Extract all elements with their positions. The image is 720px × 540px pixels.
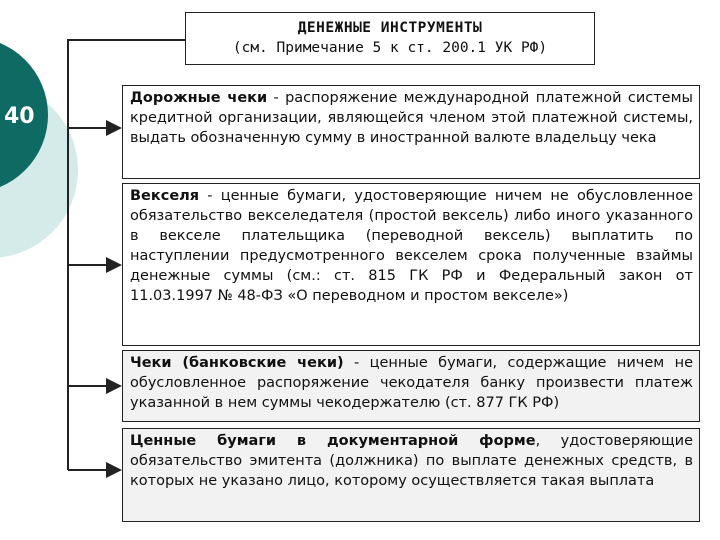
item-term: Чеки (банковские чеки) [130, 355, 344, 371]
item-term: Дорожные чеки [130, 90, 268, 106]
item-definition: , удостоверяющие обязательство эмитента (должника) по выплате денежных средств, в которых не указано лицо, которому осуществляется такая выплата [130, 433, 693, 489]
item-box-documentary-securities [122, 428, 700, 522]
item-box-bills-of-exchange [122, 183, 700, 346]
slide-number: 40 [4, 104, 35, 129]
item-definition: - ценные бумаги, удостоверяющие ничем не обусловленное обязательство векселедателя (простой вексель) либо иного указанного в векселе плательщика (переводной вексель) выплатить по наступлении предусмотренного векселем срока полученные взаймы денежные суммы (см.: ст. 815 ГК РФ и Федеральный закон от 11.03.1997 № 48-ФЗ «О переводном и простом векселе») [130, 188, 693, 304]
item-box-bank-checks [122, 350, 700, 422]
item-box-travelers-checks [122, 85, 700, 179]
item-definition: - ценные бумаги, содержащие ничем не обусловленное распоряжение чекодателя банку произвести платеж указанной в нем суммы чекодержателю (ст. 877 ГК РФ) [130, 355, 694, 411]
item-definition: - распоряжение международной платежной системы кредитной организации, являющейся членом этой платежной системы, выдать обозначенную сумму в иностранной валюте владельцу чека [130, 90, 693, 146]
title-note: (см. Примечание 5 к ст. 200.1 УК РФ) [232, 40, 548, 56]
item-term: Ценные бумаги в документарной форме [130, 433, 536, 449]
title-main: ДЕНЕЖНЫЕ ИНСТРУМЕНТЫ [297, 20, 483, 36]
item-term: Векселя [130, 188, 200, 204]
title-box [185, 12, 595, 65]
